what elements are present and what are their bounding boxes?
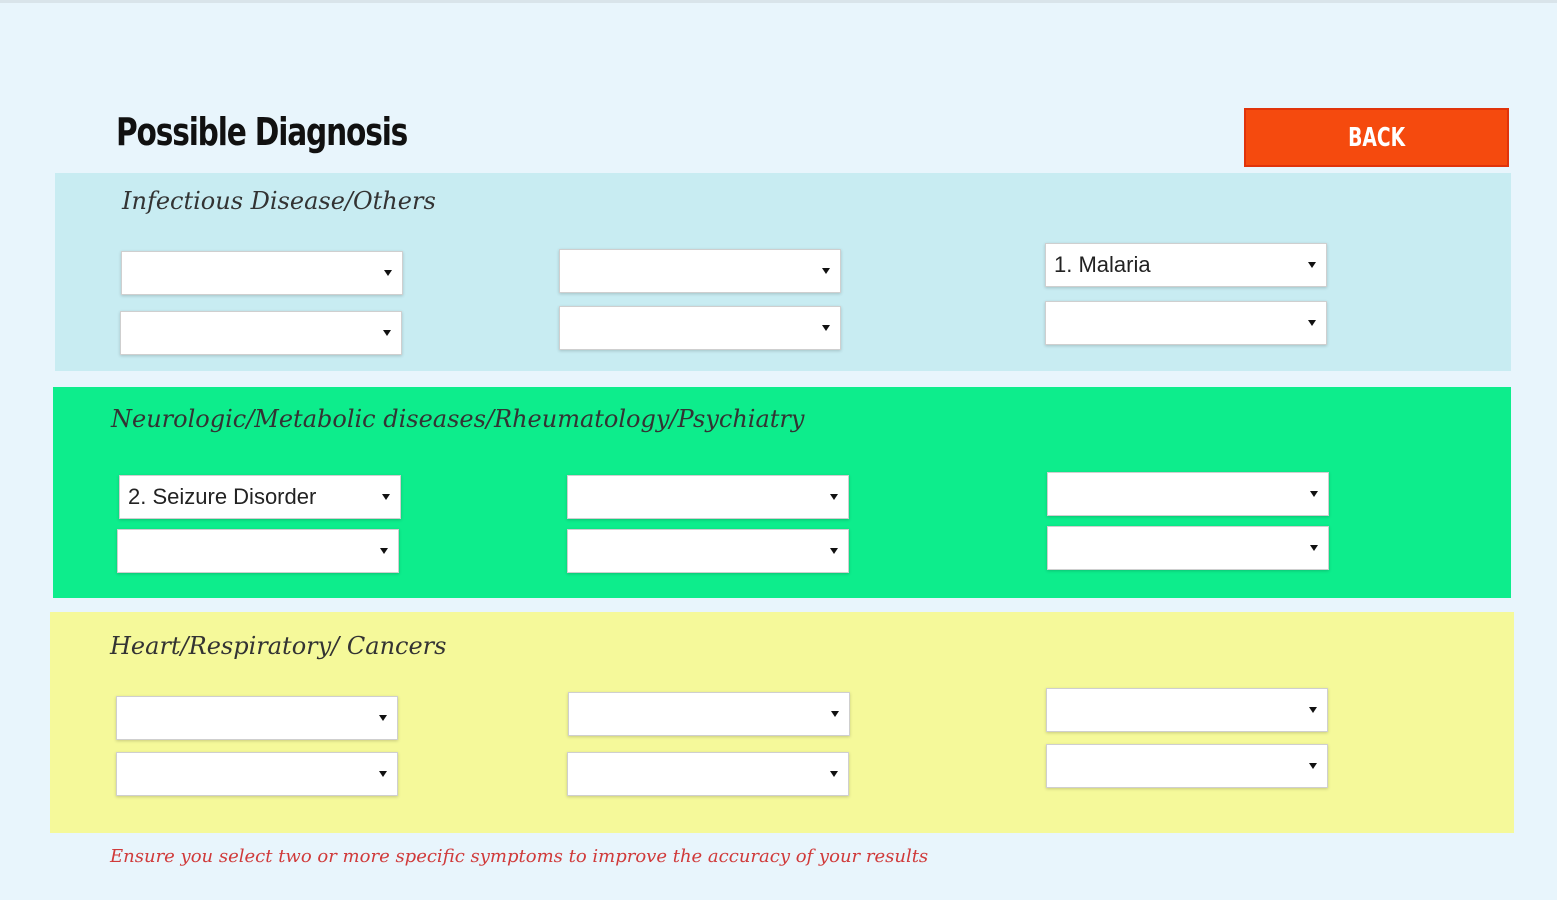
diagnosis-select-heart-4[interactable] <box>567 752 849 796</box>
section-heart-respiratory <box>50 612 1514 833</box>
caret-down-icon <box>1309 763 1317 769</box>
caret-down-icon <box>822 268 830 274</box>
diagnosis-select-infectious-3[interactable] <box>559 249 841 293</box>
diagnosis-select-neurologic-2[interactable] <box>117 529 399 573</box>
diagnosis-select-heart-3[interactable] <box>568 692 850 736</box>
caret-down-icon <box>380 548 388 554</box>
select-value: 2. Seizure Disorder <box>128 484 317 509</box>
diagnosis-select-heart-6[interactable] <box>1046 744 1328 788</box>
caret-down-icon <box>822 325 830 331</box>
diagnosis-select-infectious-5[interactable] <box>1045 243 1327 287</box>
caret-down-icon <box>379 771 387 777</box>
caret-down-icon <box>383 330 391 336</box>
diagnosis-select-heart-1[interactable] <box>116 696 398 740</box>
diagnosis-select-infectious-4[interactable] <box>559 306 841 350</box>
diagnosis-select-infectious-1[interactable] <box>121 251 403 295</box>
diagnosis-select-neurologic-6[interactable] <box>1047 526 1329 570</box>
caret-down-icon <box>382 494 390 500</box>
diagnosis-select-neurologic-3[interactable] <box>567 475 849 519</box>
caret-down-icon <box>1309 707 1317 713</box>
section-title-neurologic: Neurologic/Metabolic diseases/Rheumatology/Psychiatry <box>111 405 805 433</box>
caret-down-icon <box>1308 320 1316 326</box>
page-title: Possible Diagnosis <box>116 110 408 154</box>
caret-down-icon <box>830 771 838 777</box>
caret-down-icon <box>1308 262 1316 268</box>
diagnosis-select-infectious-6[interactable] <box>1045 301 1327 345</box>
top-border <box>0 0 1557 3</box>
diagnosis-select-neurologic-5[interactable] <box>1047 472 1329 516</box>
diagnosis-select-infectious-2[interactable] <box>120 311 402 355</box>
caret-down-icon <box>831 711 839 717</box>
caret-down-icon <box>830 494 838 500</box>
section-title-infectious: Infectious Disease/Others <box>122 187 436 215</box>
diagnosis-select-neurologic-4[interactable] <box>567 529 849 573</box>
diagnosis-select-heart-2[interactable] <box>116 752 398 796</box>
diagnosis-select-heart-5[interactable] <box>1046 688 1328 732</box>
caret-down-icon <box>1310 545 1318 551</box>
footer-note: Ensure you select two or more specific symptoms to improve the accuracy of your results <box>110 846 929 867</box>
caret-down-icon <box>1310 491 1318 497</box>
section-title-heart: Heart/Respiratory/ Cancers <box>110 632 447 660</box>
caret-down-icon <box>379 715 387 721</box>
back-button-label: BACK <box>1347 122 1405 153</box>
caret-down-icon <box>830 548 838 554</box>
caret-down-icon <box>384 270 392 276</box>
back-button[interactable] <box>1244 108 1509 167</box>
section-neurologic <box>53 387 1511 598</box>
select-value: 1. Malaria <box>1054 252 1151 277</box>
diagnosis-select-neurologic-1[interactable] <box>119 475 401 519</box>
section-infectious-disease <box>55 173 1511 371</box>
